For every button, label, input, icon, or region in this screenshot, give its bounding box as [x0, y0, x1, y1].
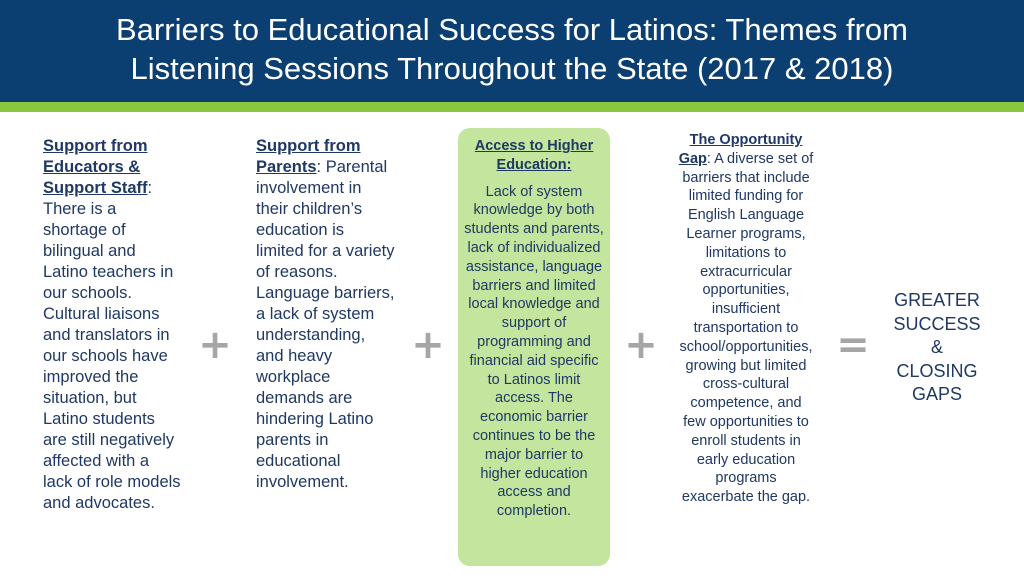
heading-colon: : [706, 150, 711, 167]
theme-body: A diverse set of barriers that include limited funding for English Language Learner programs, limitations to extracurricular opportunities, insufficient transportation to school/opportunities, growing but limited cross-cultural competence, and few opportunities to enroll students in early education programs exacerbate the gap. [679, 150, 814, 506]
theme-educators-support [43, 136, 183, 514]
heading-colon: : [316, 158, 322, 176]
heading-colon: : [566, 156, 572, 173]
theme-heading: The Opportunity Gap [678, 132, 803, 167]
outcome-line: SUCCESS [893, 313, 981, 334]
theme-heading-wrap [463, 137, 605, 175]
outcome-line: GREATER [894, 290, 980, 310]
theme-heading: Access to Higher Education [474, 138, 594, 173]
outcome-text [885, 289, 989, 407]
equals-sign-icon: = [836, 322, 870, 368]
slide-title-line-1: Barriers to Educational Success for Latinos: Themes from [116, 12, 908, 47]
theme-body: There is a shortage of bilingual and Latino teachers in our schools. Cultural liaisons and translators in our schools have improved the situation, but Latino students are still negatively affected with a lack of role models and advocates. [43, 200, 181, 512]
plus-sign-icon: + [624, 322, 658, 368]
outcome-line: GAPS [911, 384, 963, 404]
plus-sign-icon: + [198, 322, 232, 368]
theme-heading: Support from Educators & Support Staff [43, 137, 148, 197]
theme-opportunity-gap [678, 131, 814, 507]
outcome-line: & [930, 337, 943, 357]
theme-parents-support [256, 136, 396, 493]
theme-body: Lack of system knowledge by both students and parents, lack of individualized assistance, language barriers and limited local knowledge and support of programming and financial aid specific to Latinos limit access. The economic barrier continues to be the major barrier to higher education access and completion. [464, 183, 604, 520]
title-accent-stripe [0, 102, 1024, 112]
slide-title-line-2: Listening Sessions Throughout the State (2017 & 2018) [130, 51, 894, 86]
outcome-line: CLOSING [896, 360, 978, 381]
plus-sign-icon: + [411, 322, 445, 368]
heading-colon: : [147, 179, 153, 197]
theme-higher-education-access [463, 137, 605, 521]
slide-title [0, 10, 1024, 88]
theme-heading: Support from Parents [256, 137, 361, 176]
theme-body: Parental involvement in their children’s education is limited for a variety of reasons. Language barriers, a lack of system understanding, and heavy workplace demands are hindering Latino parents in educational involvement. [256, 158, 395, 491]
